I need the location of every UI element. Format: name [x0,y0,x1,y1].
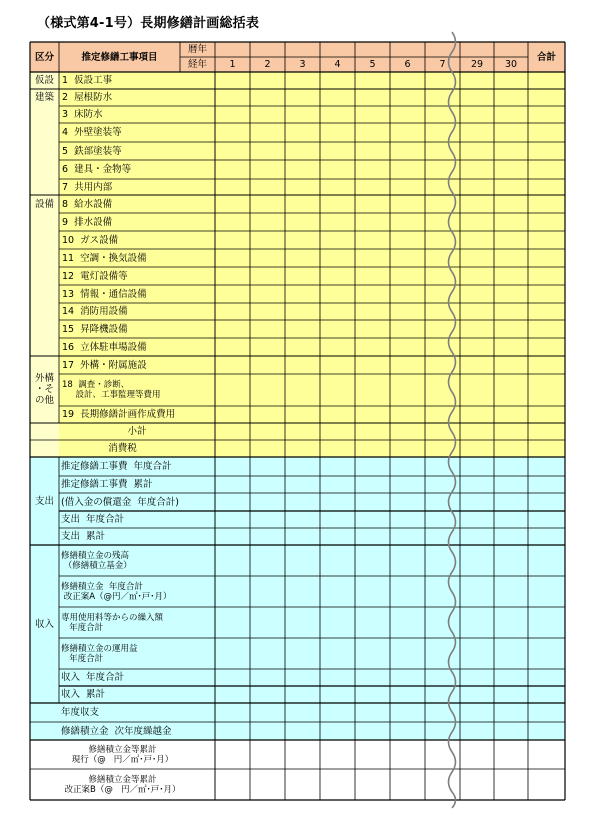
header-year-3: 3 [299,59,306,70]
header-year-4: 4 [334,59,341,70]
income-row-3: 専用使用料等からの繰入額 年度合計 [61,612,164,633]
header-year-7: 7 [439,59,446,70]
expense-row-3: (借入金の償還金 年度合計) [61,496,179,508]
income-row-5: 収入 年度合計 [61,672,125,683]
item-14: 14 消防用設備 [62,306,128,317]
item-12: 12 電灯設備等 [62,270,128,282]
header-year-30: 30 [504,59,518,70]
item-15: 15 昇降機設備 [62,323,128,335]
cumulative-row-2: 修繕積立金等累計 改正案B（@ 円／㎡･戸･月） [64,774,181,795]
income-row-4: 修繕積立金の運用益 年度合計 [61,643,138,664]
balance-row-2: 修繕積立金 次年度繰越金 [61,725,172,737]
income-row-6: 収入 累計 [61,689,106,700]
item-7: 7 共用内部 [62,181,113,193]
item-9: 9 排水設備 [62,216,113,228]
header-year-6: 6 [404,59,411,70]
header-calendar-year: 暦年 [187,44,207,55]
category-temporary: 仮設 [34,75,54,86]
subtotal-label: 小計 [127,426,147,437]
sheet-title: （様式第4-1号）長期修繕計画総括表 [37,16,260,31]
item-1: 1 仮設工事 [62,75,113,86]
item-19: 19 長期修繕計画作成費用 [62,409,176,420]
item-18: 18 調査・診断、 設計、工事監理等費用 [62,380,161,400]
expense-row-4: 支出 年度合計 [61,514,125,525]
expense-row-1: 推定修繕工事費 年度合計 [61,461,172,472]
balance-row-1: 年度収支 [61,707,100,718]
item-4: 4 外壁塗装等 [62,127,122,138]
cumulative-row-1: 修繕積立金等累計 現行（@ 円／㎡･戸･月） [71,744,174,765]
income-row-2: 修繕積立金 年度合計 改正案A（@円／㎡･戸･月） [61,581,172,602]
item-2: 2 屋根防水 [62,92,113,103]
header-total: 合計 [536,51,556,63]
header-year-2: 2 [264,59,271,70]
expense-row-5: 支出 累計 [61,531,106,542]
category-income: 収入 [34,618,54,630]
item-10: 10 ガス設備 [62,234,119,246]
item-3: 3 床防水 [62,109,103,120]
income-row-1: 修繕積立金の残高 （修繕積立基金） [61,550,132,571]
header-year-1: 1 [229,59,236,70]
item-16: 16 立体駐車場設備 [62,341,147,353]
header-year-5: 5 [369,59,376,70]
item-6: 6 建具・金物等 [62,164,132,175]
header-item: 推定修繕工事項目 [81,51,158,63]
header-elapsed-year: 経年 [187,59,207,70]
item-17: 17 外構・附属施設 [62,359,147,371]
item-13: 13 情報・通信設備 [62,288,147,300]
item-5: 5 鉄部塗装等 [62,145,122,157]
expense-row-2: 推定修繕工事費 累計 [61,479,153,490]
header-category: 区分 [34,51,54,63]
category-expense: 支出 [34,495,54,507]
item-8: 8 給水設備 [62,198,113,210]
item-11: 11 空調・換気設備 [62,252,147,264]
header-year-29: 29 [470,59,484,70]
category-building: 建築 [34,92,54,103]
category-equipment: 設備 [34,198,54,210]
consumption-tax-label: 消費税 [108,443,137,454]
category-exterior: 外構 ・そ の他 [34,373,54,406]
